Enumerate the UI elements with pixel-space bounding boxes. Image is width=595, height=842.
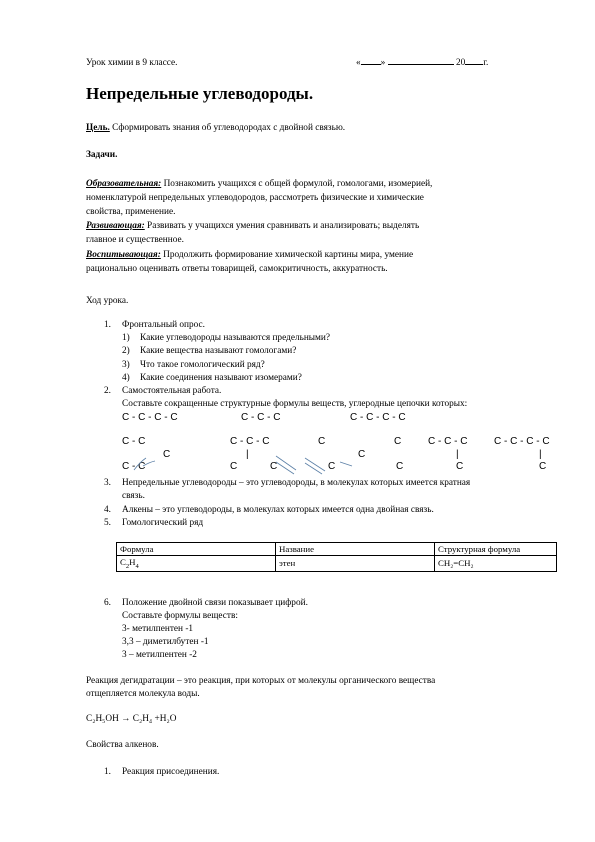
table-header-cell: Структурная формула: [435, 543, 557, 556]
dehydration-line1: Реакция дегидратации – это реакция, при которых от молекулы органического вещества: [86, 676, 436, 686]
table-header-cell: Формула: [117, 543, 276, 556]
chain-row1-c: C - C - C - C: [350, 412, 406, 423]
objective-developing: Развивающая: Развивать у учащихся умения сравнивать и анализировать; выделять: [86, 221, 420, 231]
step3-line1: Непредельные углеводороды – это углеводороды, в молекулах которых имеется кратная: [122, 478, 471, 488]
table-row: [117, 556, 557, 572]
dehydration-equation: C₂H₅OH → C₂H₄ +H₂O: [86, 714, 177, 724]
formula-cell: $C_2H_4$: [117, 556, 276, 572]
chain-row3-d: |: [456, 449, 459, 460]
chain-row2-f: C - C - C - C: [494, 436, 550, 447]
step6-item: 3- метилпентен -1: [122, 624, 194, 634]
chain-row2-b: C - C - C: [230, 436, 270, 447]
step2-number: 2.: [104, 386, 111, 396]
step6-item: 3 – метилпентен -2: [122, 650, 197, 660]
step2-text: Самостоятельная работа.: [122, 386, 222, 396]
step2-task: Составьте сокращенные структурные формулы веществ, углеродные цепочки которых:: [122, 399, 468, 409]
chain-row3-e: |: [539, 449, 542, 460]
objective-educational-line2: номенклатурой непредельных углеводородов, рассмотреть физические и химические: [86, 193, 424, 203]
chain-row4-f: C: [456, 461, 464, 472]
course-label: Ход урока.: [86, 296, 129, 306]
chain-row4-e: C: [396, 461, 404, 472]
question-text: Что такое гомологический ряд?: [140, 360, 265, 370]
chain-row4-a: C - C: [122, 461, 146, 472]
question-text: Какие углеводороды называются предельными?: [140, 333, 331, 343]
step3-number: 3.: [104, 478, 111, 488]
objective-educational-line3: свойства, применение.: [86, 207, 176, 217]
step5-text: Гомологический ряд: [122, 518, 204, 528]
page-title: Непредельные углеводороды.: [86, 84, 314, 103]
table-header-cell: Название: [276, 543, 435, 556]
structure-cell: CH₂=CH₂: [435, 556, 557, 572]
step3-line2: связь.: [122, 491, 145, 501]
chain-row3-a: C: [163, 449, 171, 460]
question-text: Какие соединения называют изомерами?: [140, 373, 302, 383]
chain-row2-d: C: [394, 436, 402, 447]
homolog-table: [116, 542, 557, 572]
step1-number: 1.: [104, 320, 111, 330]
step4-number: 4.: [104, 505, 111, 515]
goal-line: Цель. Сформировать знания об углеводородах с двойной связью.: [86, 123, 346, 133]
step1-text: Фронтальный опрос.: [122, 320, 206, 330]
chain-row1-a: C - C - C - C: [122, 412, 178, 423]
step4-text: Алкены – это углеводороды, в молекулах которых имеется одна двойная связь.: [122, 505, 434, 515]
chain-row2-e: C - C - C: [428, 436, 468, 447]
reaction1-number: 1.: [104, 767, 111, 777]
objective-educational: Образовательная: Познакомить учащихся с общей формулой, гомологами, изомерией,: [86, 179, 433, 189]
objective-developing-line2: главное и существенное.: [86, 235, 184, 245]
chain-row4-c: C: [270, 461, 278, 472]
step6-item: 3,3 – диметилбутен -1: [122, 637, 209, 647]
question-number: 3): [122, 360, 130, 370]
step6-number: 6.: [104, 598, 111, 608]
properties-label: Свойства алкенов.: [86, 740, 159, 750]
step6-text: Положение двойной связи показывает цифрой.: [122, 598, 308, 608]
step6-task: Составьте формулы веществ:: [122, 611, 238, 621]
name-cell: этен: [276, 556, 435, 572]
reaction1-text: Реакция присоединения.: [122, 767, 220, 777]
question-number: 4): [122, 373, 130, 383]
question-number: 1): [122, 333, 130, 343]
chain-row4-d: C: [328, 461, 336, 472]
chain-row3-b: |: [246, 449, 249, 460]
question-number: 2): [122, 346, 130, 356]
chain-row3-c: C: [358, 449, 366, 460]
question-text: Какие вещества называют гомологами?: [140, 346, 297, 356]
dehydration-line2: отщепляется молекула воды.: [86, 689, 200, 699]
table-header-row: [117, 543, 557, 556]
lesson-header: Урок химии в 9 классе.: [86, 58, 178, 68]
chain-row4-g: C: [539, 461, 547, 472]
chain-row2-c: C: [318, 436, 326, 447]
tasks-label: Задачи.: [86, 150, 118, 160]
chain-row2-a: C - C: [122, 436, 146, 447]
step5-number: 5.: [104, 518, 111, 528]
chain-row4-b: C: [230, 461, 238, 472]
objective-upbringing: Воспитывающая: Продолжить формирование химической картины мира, умение: [86, 250, 414, 260]
chain-row1-b: C - C - C: [241, 412, 281, 423]
objective-upbringing-line2: рационально оценивать ответы товарищей, самокритичность, аккуратность.: [86, 264, 388, 274]
date-line: « » 20 г.: [356, 58, 489, 68]
